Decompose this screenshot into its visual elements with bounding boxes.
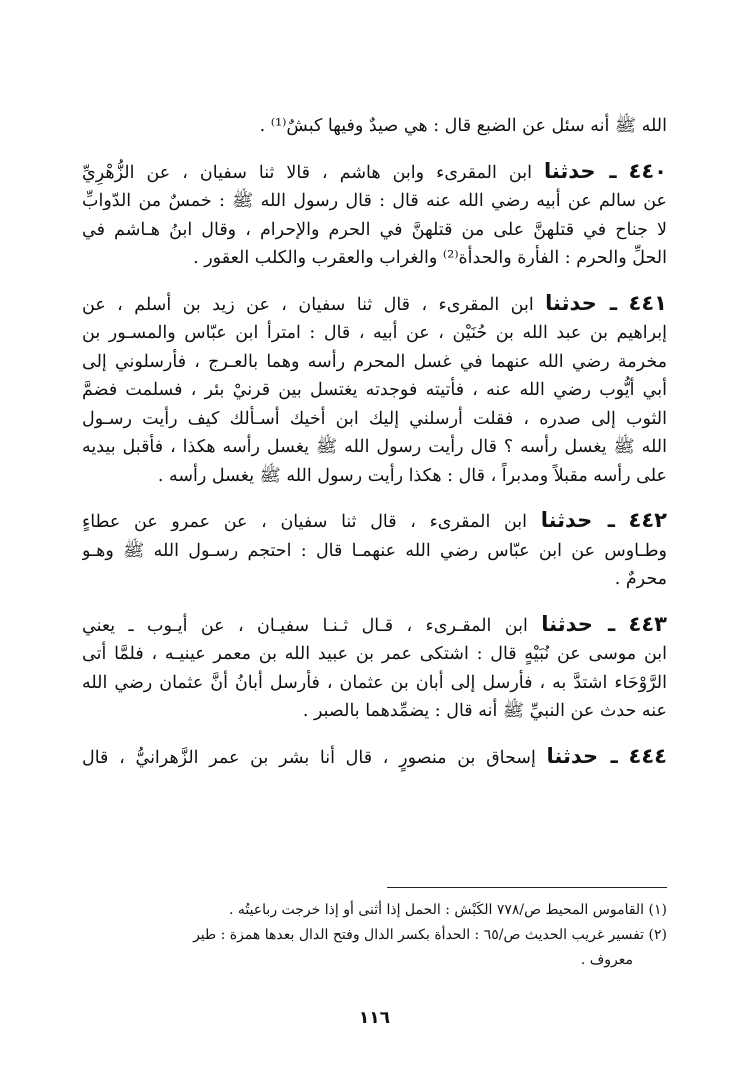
hadith-heading-line: ٤٤٤ ـ حدثنا إسحاق بن منصورٍ ، قال أنا بشر بن عمر الزَّهرانيُّ ، قال bbox=[82, 743, 667, 768]
hadith-keyword: حدثنا bbox=[541, 611, 593, 636]
text-line: إبراهيم بن عبد الله بن حُنَيْن ، عن أبيه ، قال : امترأ ابن عبّاس والمسـور بن bbox=[82, 323, 667, 343]
hadith-number: ٤٤٢ bbox=[628, 508, 667, 532]
text-line: الرَّوْحَاء اشتدَّ به ، فأرسل إلى أبان بن عثمان ، فأرسل أبانُ أنَّ عثمان رضي الله bbox=[82, 672, 667, 693]
hadith-heading-line: ٤٤٠ ـ حدثنا ابن المقرىء وابن هاشم ، قالا ثنا سفيان ، عن الزُّهْرِيِّ bbox=[82, 158, 667, 183]
hadith-443 bbox=[82, 610, 667, 726]
hadith-number: ٤٤١ bbox=[628, 290, 667, 315]
text-line: الثوب إلى صدره ، فقلت أرسلني إليك ابن أخيك أسـألك كيف رأيت رسـول bbox=[82, 408, 667, 429]
text-line: الحلِّ والحرم : الفأرة والحدأة⁽²⁾ والغراب والعقرب والكلب العقور . bbox=[193, 248, 667, 268]
hadith-442 bbox=[82, 506, 667, 594]
hadith-number: ٤٤٠ bbox=[628, 158, 667, 183]
footnote-2 bbox=[82, 923, 667, 948]
hadith-number: ٤٤٣ bbox=[628, 611, 667, 636]
hadith-first-line: ابن المقرىء ، قال ثنا سفيان ، عن عمرو عن عطاءٍ bbox=[82, 512, 528, 532]
text-line: محرمٌ . bbox=[614, 569, 667, 589]
hadith-first-line: ابن المقرىء وابن هاشم ، قالا ثنا سفيان ، عن الزُّهْرِيِّ bbox=[82, 162, 532, 183]
text-line: عنه حدث عن النبيِّ ﷺ أنه قال : يضمِّدهما بالصبر . bbox=[302, 701, 667, 721]
hadith-keyword: حدثنا bbox=[543, 158, 596, 183]
text-line: ابن موسى عن نُبَيْهٍ قال : اشتكى عمر بن عبيد الله بن معمر عينيـه ، فلمَّا أتى bbox=[82, 644, 667, 664]
hadith-441 bbox=[82, 289, 667, 491]
text-line: مخرمة رضي الله عنهما في غسل المحرم رأسه وهما بالعـرج ، فأرسلوني إلى bbox=[82, 351, 667, 372]
text-line: لا جناح في قتلهنَّ على من قتلهنَّ في الحرم والإحرام ، وقال ابنُ هـاشم في bbox=[82, 219, 667, 240]
footnote-text: تفسير غريب الحديث ص/٦٥ : الحدأة بكسر الدال وفتح الدال بعدها همزة : طير bbox=[193, 927, 645, 943]
hadith-first-line: ابن المقـرىء ، قـال ثـنـا سفيـان ، عن أيـوب ـ يعني bbox=[82, 615, 528, 636]
hadith-first-line: ابن المقرىء ، قال ثنا سفيان ، عن زيد بن أسلم ، عن bbox=[82, 294, 534, 315]
footnotes bbox=[82, 898, 667, 973]
text-line: الله ﷺ يغسل رأسه ؟ قال رأيت رسول الله ﷺ يغسل رأسه هكذا ، فأقبل بيديه bbox=[82, 437, 667, 457]
page-number: ١١٦ bbox=[358, 1008, 391, 1028]
hadith-heading-line: ٤٤١ ـ حدثنا ابن المقرىء ، قال ثنا سفيان ، عن زيد بن أسلم ، عن bbox=[82, 290, 667, 315]
hadith-heading-line: ٤٤٣ ـ حدثنا ابن المقـرىء ، قـال ثـنـا سفيـان ، عن أيـوب ـ يعني bbox=[82, 611, 667, 636]
footnote-text: القاموس المحيط ص/٧٧٨ الكَبْش : الحمل إذا أثنى أو إذا خرجت رباعيتُه . bbox=[228, 902, 645, 918]
hadith-first-line: إسحاق بن منصورٍ ، قال أنا بشر بن عمر الزَّهرانيُّ ، قال bbox=[82, 747, 536, 768]
text-line: على رأسه مقبلاً ومدبراً ، قال : هكذا رأيت رسول الله ﷺ يغسل رأسه . bbox=[157, 465, 667, 486]
footnote-mark: (٢) bbox=[648, 927, 667, 943]
hadith-keyword: حدثنا bbox=[545, 290, 597, 315]
footnote-mark: (١) bbox=[648, 902, 667, 918]
hadith-keyword: حدثنا bbox=[546, 743, 599, 768]
footnote-2-continuation: معروف . bbox=[580, 952, 633, 968]
footnote-1 bbox=[82, 898, 667, 923]
hadith-number: ٤٤٤ bbox=[628, 743, 667, 768]
hadith-444 bbox=[82, 742, 667, 773]
text-line: وطـاوس عن ابن عبّاس رضي الله عنهمـا قال : احتجم رسـول الله ﷺ وهـو bbox=[82, 540, 667, 561]
top-continuation bbox=[82, 112, 667, 141]
text-line: الله ﷺ أنه سئل عن الضبع قال : هي صيدٌ وفيها كبشٌ⁽¹⁾ . bbox=[259, 116, 667, 136]
hadith-440 bbox=[82, 157, 667, 273]
footnote-divider bbox=[387, 887, 667, 888]
text-line: أبي أيُّوب رضي الله عنه ، فأتيته فوجدته يغتسل بين قرنيْ بئر ، فسلمت فضمَّ bbox=[82, 380, 667, 400]
text-line: عن سالم عن أبيه رضي الله عنه قال : قال رسول الله ﷺ : خمسٌ من الدّوابِّ bbox=[82, 191, 667, 211]
hadith-heading-line: ٤٤٢ ـ حدثنا ابن المقرىء ، قال ثنا سفيان ، عن عمرو عن عطاءٍ bbox=[82, 508, 667, 532]
hadith-keyword: حدثنا bbox=[540, 508, 593, 532]
